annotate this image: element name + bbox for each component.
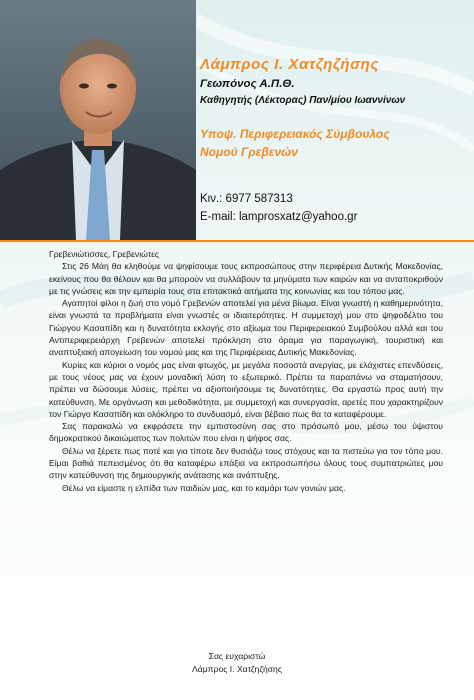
candidate-position: Καθηγητής (Λέκτορας) Παν/μίου Ιωαννίνων xyxy=(200,95,406,106)
header-divider xyxy=(0,240,474,242)
letter-body xyxy=(49,248,443,494)
letter-paragraph: Στις 26 Μάη θα κληθούμε να ψηφίσουμε τους εκπροσώπους στην περιφέρεια Δυτικής Μακεδονίας, εκείνους που θα θέλουν και θα μπορούν να συλλάβουν τα μηνύματα των καιρών και να ανταποκριθούν με τις γνώσεις και την εμπειρία τους στα επιτακτικά αιτήματα της κοινωνίας και του τόπου μας. xyxy=(49,261,443,296)
letter-paragraph: Σας παρακαλώ να εκφράσετε την εμπιστοσύνη σας στο πρόσωπό μου, μέσω του ύψιστου δημοκρατικού δικαιώματος των πολιτών που είναι η ψήφος σας. xyxy=(49,421,443,444)
letter-salutation: Γρεβενιώτισσες, Γρεβενιώτες xyxy=(49,249,160,259)
contact-email: E-mail: lamprosxatz@yahoo.gr xyxy=(200,211,358,223)
candidate-degree: Γεωπόνος Α.Π.Θ. xyxy=(200,78,295,90)
candidacy-title-line1: Υποψ. Περιφερειακός Σύμβουλος xyxy=(200,127,390,141)
candidate-name: Λάμπρος Ι. Χατζηζήσης xyxy=(200,56,379,73)
letter-paragraph: Κυρίες και κύριοι ο νομός μας είναι φτωχός, με μεγάλα ποσοστά ανεργίας, με ελάχιστες επενδύσεις, με τους νέους μας να έχουν μοναδική λύση το εξωτερικό. Πρέπει τα παραπάνω να σταματήσουν, πρέπει να δώσουμε λύσεις, πρέπει να αξιοποιήσουμε τις δυνατότητες. Θα εργαστώ προς αυτή την κατεύθυνση. Με οργάνωση και μεθοδικότητα, με συμμετοχή και συνεργασία, αρετές που χαρακτηρίζουν τον Γιώργο Κασαπίδη και ολόκληρο το συνδυασμό, είναι βέβαιο πως θα τα καταφέρουμε. xyxy=(49,359,443,419)
letter-paragraph: Θέλω να ξέρετε πως ποτέ και για τίποτε δεν θυσιάζω τους στόχους και τα πιστεύω για τον τόπο μου. Είμαι βαθιά πεπεισμένος ότι θα καταφέρω επάξια να εκπροσωπήσω όλους τους συμπατριώτες μου στην κατεύθυνση της δημιουργικής ανάτασης και ανάπτυξης. xyxy=(49,445,443,481)
letter-paragraph: Αγαπητοί φίλοι η ζωή στο νομό Γρεβενών αποτελεί για μένα βίωμα. Είναι γνωστή η καθημερινότητα, είναι γνωστά τα προβλήματα είναι γνωστές οι ιδιαιτερότητες. Η συμμετοχή μου στο ψηφοδέλτιο του Γιώργου Κασαπίδη και η δυνατότητα εκλογής στο αξίωμα του Περιφερειακού Συμβούλου αλλά και του Αντιπεριφερειάρχη Γρεβενών αποτελεί πρόκληση στο όραμα για παραγωγική, τουριστική και αναπτυξιακή απογείωση του νομού μας και της Περιφέρειας Δυτικής Μακεδονίας. xyxy=(49,298,443,358)
contact-phone: Κιν.: 6977 587313 xyxy=(200,193,293,205)
candidacy-title-line2: Νομού Γρεβενών xyxy=(200,145,298,159)
candidate-portrait-photo xyxy=(0,0,196,240)
letter-signature: Λάμπρος Ι. Χατζηζήσης xyxy=(192,664,282,674)
letter-paragraph: Θέλω να είμαστε η ελπίδα των παιδιών μας, και το καμάρι των γονιών μας. xyxy=(62,482,346,493)
letter-closing: Σας ευχαριστώ xyxy=(208,651,266,661)
